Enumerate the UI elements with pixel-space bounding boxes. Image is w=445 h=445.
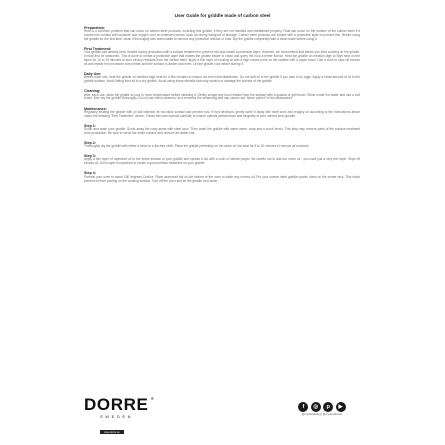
social-icons (286, 402, 358, 412)
section-text: Scrub and wash your griddle. Scrub away the rusty areas with steel wool. Then wash the griddle with warm water, soap and a scrub brush. This step may remove parts of the surface treatment from production. Be sure to scrub the entire surface and remove all visible rust. (84, 126, 360, 135)
brand-logo (84, 396, 154, 438)
section-text: Rust is a common problem that can occur on carbon steel products, including this griddle, if they are not handled and maintained properly. Rust can occur on the surface of the carbon steel if it comes into contact with moisture and oxygen over an extended period, such as during transport or storage. Carbon steel products are coated with a protective layer to prevent this. Before using the griddle for the first time, clean it thoroughly with warm water to remove any protective residue or dust. Dry the griddle completely with a clean towel before using it. (84, 29, 360, 42)
pinterest-icon: p (323, 402, 333, 412)
brand-name: DORRE (84, 395, 149, 414)
section-heading: Preparation: (84, 26, 106, 30)
section-heading: Step 2: (84, 140, 96, 145)
section-text: Your griddle has already been treated during production with a surface treatment to prevent rust and create a protective layer. However, we recommend that before you start cooking on the griddle, it must first be seasoned. This is done to create a protective layer that makes the griddle easier to clean and gives the food a better flavour. Heat the griddle on medium-high to high heat on the stove for 10 to 15 minutes to burn off any residues from the carbon steel. Apply a thin layer of cooking oil with a high smoke point on the surface with a paper towel. Use a cloth to wipe off excess oil and repeat the procedure a few times until the surface is darker and even. Let the griddle cool before storing it. (84, 50, 360, 67)
guide-content (84, 26, 360, 189)
section-heading: Step 1: (84, 123, 96, 128)
guide-section (84, 154, 360, 166)
section-text: Apply a thin layer of rapeseed oil to the entire surface of your griddle and spread it out with a cloth or kitchen paper. Be careful not to add too much oil - you want just a very thin layer. Wipe off excess oil. A thin layer is important to create a good surface treatment on your griddle. (84, 157, 360, 166)
guide-section (84, 124, 360, 136)
youtube-icon: ▶ (336, 402, 346, 412)
guide-section (84, 47, 360, 67)
section-heading: Daily Use: (84, 72, 102, 77)
guide-section (84, 171, 360, 183)
section-text: Preheat your oven to about 180 degrees Celsius. Place aluminum foil on the bottom of the oven to catch any excess oil. Put your carbon steel griddle upside down on the center rack. This helps prevent oil from pooling on the cooking surface. Turn off the oven and let the griddle cool down. (84, 174, 360, 183)
section-heading: First Treatment: (84, 47, 112, 52)
section-text: After each use, allow the griddle to cool to room temperature before cleaning it. Gently scrape any food residue from the surface with a spatula or grill brush. Rinse under hot water and use a soft brush, then dry the griddle thoroughly. Do not use harsh cleaners, as it removes the seasoning and can cause rust. Never place it in the dishwasher. (84, 92, 360, 101)
guide-section (84, 107, 360, 119)
guide-section (84, 26, 360, 42)
social-handle: @mydorreliving | @mydorrehome (301, 413, 343, 417)
section-heading: Cleaning: (84, 89, 101, 94)
section-text: Regularly treating the griddle with oil will maintain its non-stick surface and prevent rust. If rust develops, gently scrub it away with steel wool and reapply oil according to the instructions above under the heading "First Treatment" above. Follow this user manual carefully to ensure optimal performance and longevity of your carbon steel griddle. (84, 109, 360, 118)
instagram-icon: ◎ (311, 402, 321, 412)
section-heading: Step 3: (84, 154, 96, 159)
document-title: User Guide for griddle made of carbon steel (174, 13, 271, 18)
guide-section (84, 141, 360, 149)
footer (84, 395, 360, 434)
guide-section (84, 72, 360, 84)
section-heading: Step 4: (84, 171, 96, 176)
brand-url: www.dorre.se (100, 430, 124, 434)
brand-tagline: SWEDEN (100, 414, 134, 419)
section-text: Before each use, heat the griddle on medium-high heat for a few minutes to ensure an even heat distribution. Do not add oil to the griddle if you plan to fry eggs. Apply a small amount of oil to the griddle surface. Avoid letting food sit in a dry griddle. Avoid using sharp utensils that may scratch or damage the surface of the griddle. (84, 75, 360, 84)
guide-section (84, 89, 360, 101)
brand-trademark: ® (151, 397, 154, 401)
facebook-icon: f (298, 402, 308, 412)
section-text: Thoroughly dry the griddle with either a towel or a lint-free cloth. Place the griddle preferably on the stove on low heat for 5 to 10 minutes to remove all moisture. (84, 144, 310, 149)
section-heading: Maintenance: (84, 106, 107, 111)
social-block (286, 402, 358, 416)
